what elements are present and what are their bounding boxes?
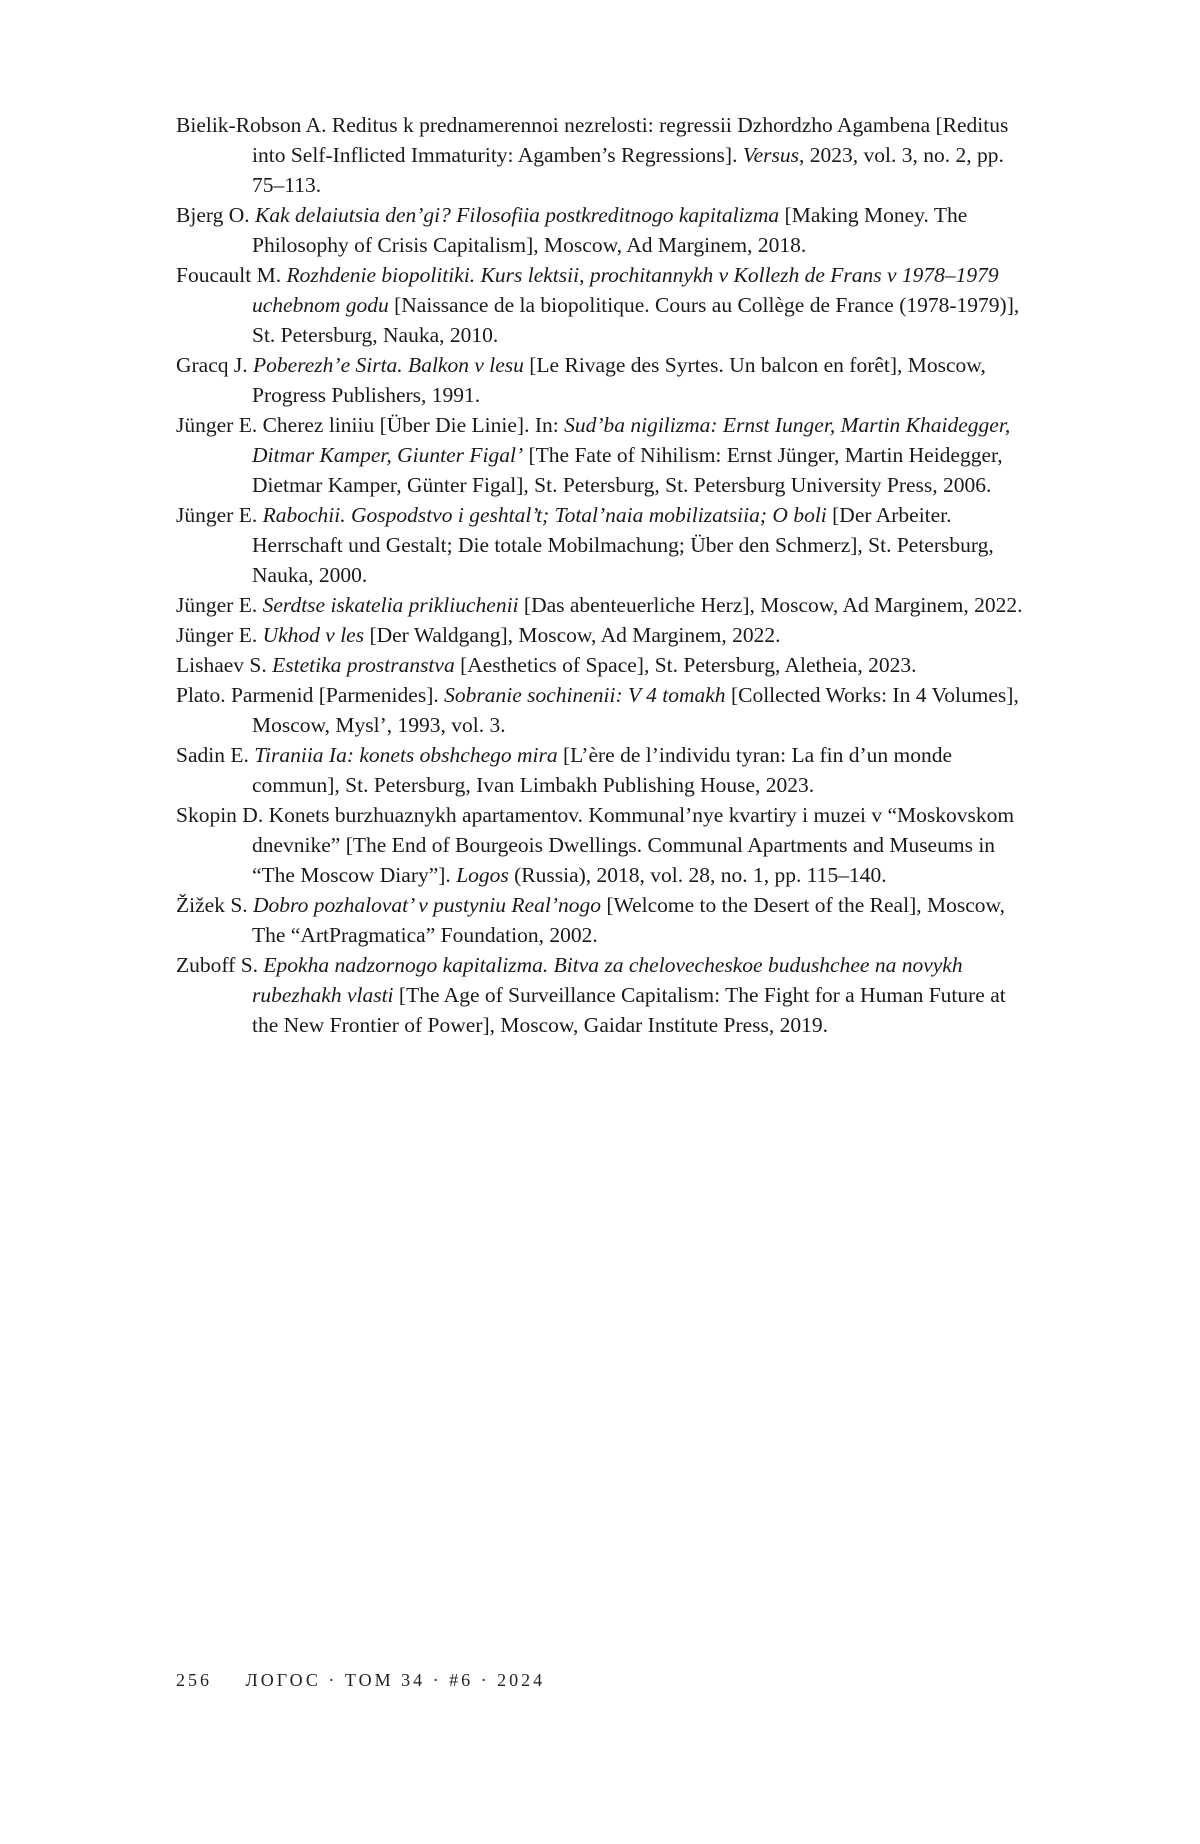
reference-title-italic: Sobranie sochinenii: V 4 tomakh [444, 683, 726, 707]
reference-text: [L’ère de l’individu tyran: La fin d’un monde commun], St. Petersburg, Ivan Limbakh Publishing House, 2023. [252, 743, 953, 797]
reference-text: [Le Rivage des Syrtes. Un balcon en forêt], Moscow, Progress Publishers, 1991. [252, 353, 986, 407]
reference-entry [176, 950, 1036, 1040]
reference-text: Gracq J. [176, 353, 254, 377]
reference-entry [176, 800, 1036, 890]
reference-title-italic: Versus [742, 143, 799, 167]
reference-text: [Welcome to the Desert of the Real], Moscow, The “ArtPragmatica” Foundation, 2002. [252, 893, 1006, 947]
reference-title-italic: Rabochii. Gospodstvo i geshtal’t; Total’naia mobilizatsiia; O boli [262, 503, 827, 527]
reference-text: Žižek S. [176, 893, 254, 917]
reference-text: Sadin E. [176, 743, 255, 767]
reference-entry [176, 590, 1036, 620]
reference-text: , 2023, vol. 3, no. 2, pp. 75–113. [252, 143, 1004, 197]
reference-entry [176, 650, 1036, 680]
reference-title-italic: Dobro pozhalovat’ v pustyniu Real’nogo [253, 893, 601, 917]
reference-text: [Der Waldgang], Moscow, Ad Marginem, 2022. [364, 623, 781, 647]
reference-entry [176, 890, 1036, 950]
reference-title-italic: Rozhdenie biopolitiki. Kurs lektsii, prochitannykh v Kollezh de Frans v 1978–1979 uchebnom godu [252, 263, 999, 317]
reference-list [176, 110, 1036, 1040]
reference-title-italic: Sud’ba nigilizma: Ernst Iunger, Martin Khaidegger, Ditmar Kamper, Giunter Figal’ [252, 413, 1011, 467]
reference-text: Bielik-Robson A. Reditus k prednamerennoi nezrelosti: regressii Dzhordzho Agambena [Reditus into Self-Inflicted Immaturity: Agamben’s Regressions]. [176, 113, 1009, 167]
reference-text: Zuboff S. [176, 953, 264, 977]
reference-text: [Making Money. The Philosophy of Crisis Capitalism], Moscow, Ad Marginem, 2018. [252, 203, 968, 257]
reference-text: [Der Arbeiter. Herrschaft und Gestalt; Die totale Mobilmachung; Über den Schmerz], St. Petersburg, Nauka, 2000. [252, 503, 994, 587]
reference-entry [176, 260, 1036, 350]
journal-running-title: ЛОГОС · ТОМ 34 · #6 · 2024 [245, 1670, 546, 1690]
reference-text: Jünger E. [176, 593, 263, 617]
reference-title-italic: Serdtse iskatelia prikliuchenii [262, 593, 519, 617]
reference-entry [176, 680, 1036, 740]
reference-title-italic: Kak delaiutsia den’gi? Filosofiia postkreditnogo kapitalizma [255, 203, 780, 227]
reference-title-italic: Tiraniia Ia: konets obshchego mira [254, 743, 558, 767]
reference-title-italic: Logos [456, 863, 509, 887]
reference-entry [176, 620, 1036, 650]
reference-entry [176, 350, 1036, 410]
reference-text: [The Age of Surveillance Capitalism: The Fight for a Human Future at the New Frontier of Power], Moscow, Gaidar Institute Press, 2019. [252, 983, 1006, 1037]
reference-text: Plato. Parmenid [Parmenides]. [176, 683, 445, 707]
reference-text: [The Fate of Nihilism: Ernst Jünger, Martin Heidegger, Dietmar Kamper, Günter Figal], St. Petersburg, St. Petersburg University Press, 2006. [252, 443, 1003, 497]
reference-entry [176, 500, 1036, 590]
reference-text: Jünger E. [176, 623, 263, 647]
reference-text: Lishaev S. [176, 653, 273, 677]
reference-text: Jünger E. Cherez liniiu [Über Die Linie]. In: [176, 413, 565, 437]
reference-text: Bjerg O. [176, 203, 256, 227]
reference-entry [176, 110, 1036, 200]
reference-title-italic: Ukhod v les [262, 623, 365, 647]
reference-text: [Das abenteuerliche Herz], Moscow, Ad Marginem, 2022. [518, 593, 1023, 617]
reference-entry [176, 200, 1036, 260]
page-number: 256 [176, 1670, 212, 1690]
reference-text: Skopin D. Konets burzhuaznykh apartamentov. Kommunal’nye kvartiry i muzei v “Moskovskom dnevnike” [The End of Bourgeois Dwellings. Communal Apartments and Museums in “The Moscow Diary”]. [176, 803, 1015, 887]
reference-entry [176, 410, 1036, 500]
reference-entry [176, 740, 1036, 800]
reference-text: (Russia), 2018, vol. 28, no. 1, pp. 115–140. [508, 863, 887, 887]
reference-text: Jünger E. [176, 503, 263, 527]
reference-text: Foucault M. [176, 263, 287, 287]
reference-text: [Collected Works: In 4 Volumes], Moscow, Mysl’, 1993, vol. 3. [252, 683, 1019, 737]
reference-title-italic: Poberezh’e Sirta. Balkon v lesu [253, 353, 524, 377]
reference-text: [Aesthetics of Space], St. Petersburg, Aletheia, 2023. [454, 653, 917, 677]
page-footer [176, 1670, 545, 1691]
reference-text: [Naissance de la biopolitique. Cours au Collège de France (1978-1979)], St. Petersburg, Nauka, 2010. [252, 293, 1020, 347]
reference-title-italic: Estetika prostranstva [272, 653, 455, 677]
reference-title-italic: Epokha nadzornogo kapitalizma. Bitva za chelovecheskoe budushchee na novykh rubezhakh vlasti [252, 953, 963, 1007]
